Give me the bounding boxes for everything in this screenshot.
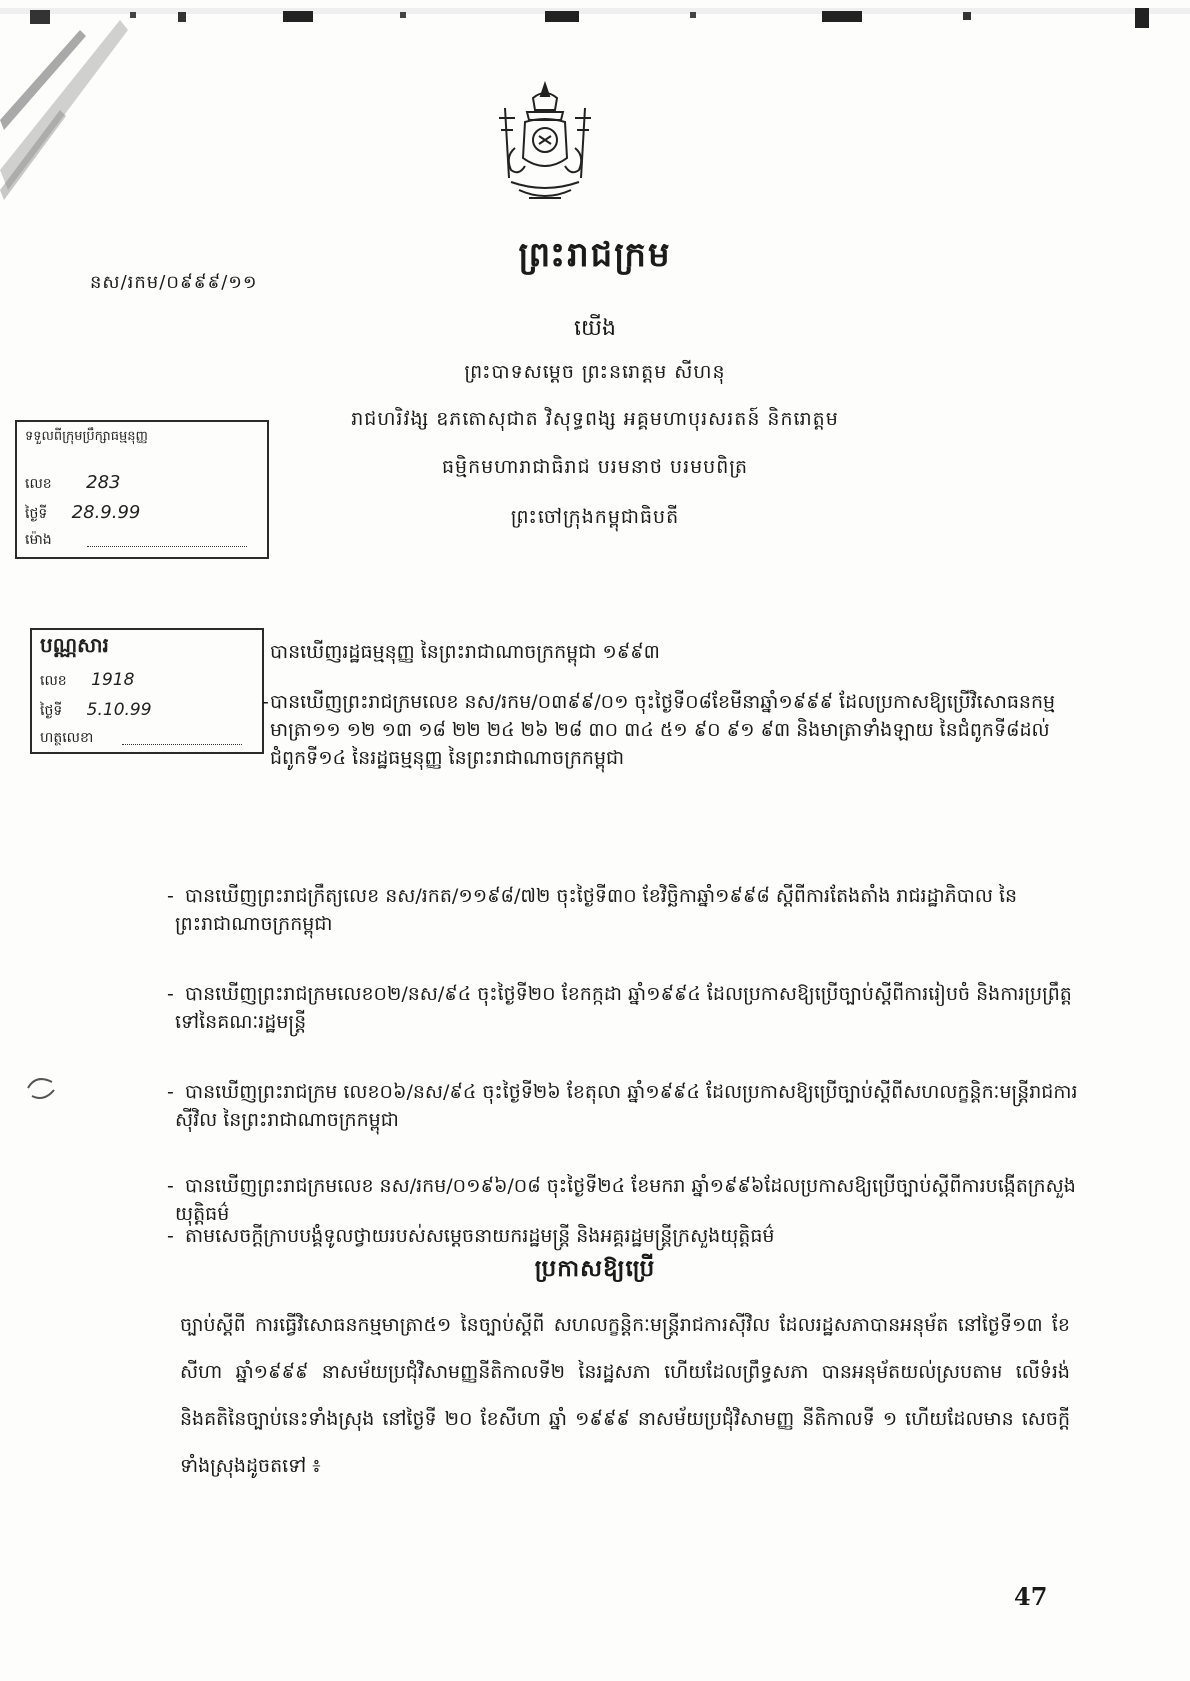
visa-item-7 xyxy=(167,1222,1090,1250)
visa-item-4 xyxy=(167,980,1090,1036)
visa-item-1-text: បានឃើញរដ្ឋធម្មនុញ្ញ នៃព្រះរាជាណាចក្រកម្ពុជា ១៩៩៣ xyxy=(270,641,660,663)
received-stamp-time-label: ម៉ោង xyxy=(25,532,52,548)
honorific-line-3: ធម្មិកមហារាជាធិរាជ បរមនាថ បរមបពិត្រ xyxy=(441,456,749,478)
we-heading: យើង xyxy=(574,316,616,341)
archive-stamp-number-label: លេខ xyxy=(40,673,67,689)
visa-item-2 xyxy=(262,688,1085,772)
received-stamp-number: 283 xyxy=(86,472,121,493)
visa-item-3 xyxy=(167,882,1090,938)
document-title: ព្រះរាជក្រម xyxy=(518,235,672,275)
visa-dash: - xyxy=(167,1081,174,1103)
received-stamp xyxy=(15,420,269,559)
scan-corner-artifact xyxy=(0,0,160,220)
decree-heading: ប្រកាសឱ្យប្រើ xyxy=(534,1256,656,1282)
visa-dash: - xyxy=(167,983,174,1005)
visa-item-1 xyxy=(270,638,1085,666)
visa-item-5 xyxy=(167,1078,1090,1134)
decree-body-paragraph: ច្បាប់ស្តីពី ការធ្វើវិសោធនកម្មមាត្រា៥១ នៃច្បាប់ស្តីពី សហលក្ខន្តិកៈមន្ត្រីរាជការស៊ីវិល ដែលរដ្ឋសភាបានអនុម័ត នៅថ្ងៃទី១៣ ខែសីហា ឆ្នាំ១៩៩៩ នាសម័យប្រជុំវិសាមញ្ញនីតិកាលទី២ នៃរដ្ឋសភា ហើយដែលព្រឹទ្ធសភា បានអនុម័តយល់ស្របតាម លើទំរង់និងគតិនៃច្បាប់នេះទាំងស្រុង នៅថ្ងៃទី ២០ ខែសីហា ឆ្នាំ ១៩៩៩ នាសម័យប្រជុំវិសាមញ្ញ នីតិកាលទី ១ ហើយដែលមាន សេចក្តីទាំងស្រុងដូចតទៅ ៖ xyxy=(180,1314,1070,1477)
scan-edge-artifact xyxy=(0,0,1190,40)
honorific-line-4: ព្រះចៅក្រុងកម្ពុជាធិបតី xyxy=(510,506,680,528)
received-stamp-number-label: លេខ xyxy=(25,476,52,492)
visa-dash: - xyxy=(262,691,269,713)
visa-item-4-text: បានឃើញព្រះរាជក្រមលេខ០២/នស/៩៤ ចុះថ្ងៃទី២០ ខែកក្កដា ឆ្នាំ១៩៩៤ ដែលប្រកាសឱ្យប្រើច្បាប់ស្តីពីការរៀបចំ និងការប្រព្រឹត្តទៅនៃគណៈរដ្ឋមន្ត្រី xyxy=(175,983,1072,1033)
honorific-line-1: ព្រះបាទសម្តេច ព្រះនរោត្តម សីហនុ xyxy=(464,361,726,383)
received-stamp-blank-line xyxy=(87,546,247,547)
visa-item-7-text: តាមសេចក្តីក្រាបបង្គំទូលថ្វាយរបស់សម្តេចនាយករដ្ឋមន្ត្រី និងអគ្គរដ្ឋមន្ត្រីក្រសួងយុត្តិធម៌ xyxy=(185,1225,775,1247)
received-stamp-heading: ទទួលពីក្រុមប្រឹក្សាធម្មនុញ្ញ xyxy=(25,429,148,444)
received-stamp-date-label: ថ្ងៃទី xyxy=(25,506,48,522)
page-number: 47 xyxy=(1014,1582,1048,1611)
visa-dash: - xyxy=(167,885,174,907)
visa-dash: - xyxy=(167,1175,174,1197)
visa-item-2-text: បានឃើញព្រះរាជក្រមលេខ នស/រកម/០៣៩៩/០១ ចុះថ្ងៃទី០៨ខែមីនាឆ្នាំ១៩៩៩ ដែលប្រកាសឱ្យប្រើវិសោធនកម្មមាត្រា១១ ១២ ១៣ ១៨ ២២ ២៤ ២៦ ២៨ ៣០ ៣៤ ៥១ ៩០ ៩១ ៩៣ និងមាត្រាទាំងឡាយ នៃជំពូកទី៨ដល់ជំពូកទី១៤ នៃរដ្ឋធម្មនុញ្ញ នៃព្រះរាជាណាចក្រកម្ពុជា xyxy=(270,691,1056,769)
scan-mark-artifact xyxy=(22,1068,62,1108)
visa-dash: - xyxy=(167,1225,174,1247)
visa-item-3-text: បានឃើញព្រះរាជក្រឹត្យលេខ នស/រកត/១១៩៨/៧២ ចុះថ្ងៃទី៣០ ខែវិច្ឆិកាឆ្នាំ១៩៩៨ ស្តីពីការតែងតាំង រាជរដ្ឋាភិបាល នៃព្រះរាជាណាចក្រកម្ពុជា xyxy=(175,885,1018,935)
archive-stamp-blank-line xyxy=(122,744,242,745)
document-number: នស/រកម/០៩៩៩/១១ xyxy=(90,272,258,293)
archive-stamp xyxy=(30,628,264,754)
visa-item-6-text: បានឃើញព្រះរាជក្រមលេខ នស/រកម/០១៩៦/០៨ ចុះថ្ងៃទី២៤ ខែមករា ឆ្នាំ១៩៩៦ដែលប្រកាសឱ្យប្រើច្បាប់ស្តីពីការបង្កើតក្រសួងយុត្តិធម៌ xyxy=(175,1175,1076,1225)
archive-stamp-number: 1918 xyxy=(91,670,135,690)
visa-item-6 xyxy=(167,1172,1090,1228)
archive-stamp-heading: បណ្ណសារ xyxy=(40,633,109,657)
archive-stamp-date: 5.10.99 xyxy=(86,700,152,720)
archive-stamp-date-label: ថ្ងៃទី xyxy=(40,703,63,719)
royal-arms-emblem-icon xyxy=(475,78,615,208)
visa-item-5-text: បានឃើញព្រះរាជក្រម លេខ០៦/នស/៩៤ ចុះថ្ងៃទី២៦ ខែតុលា ឆ្នាំ១៩៩៤ ដែលប្រកាសឱ្យប្រើច្បាប់ស្តីពីសហលក្ខន្តិកៈមន្ត្រីរាជការស៊ីវិល នៃព្រះរាជាណាចក្រកម្ពុជា xyxy=(175,1081,1078,1131)
received-stamp-date: 28.9.99 xyxy=(71,502,141,523)
honorific-line-2: រាជហរិវង្ស ឧភតោសុជាត វិសុទ្ធពង្ស អគ្គមហាបុរសរតន៍ និករោត្តម xyxy=(351,408,839,430)
archive-stamp-signature-label: ហត្ថលេខា xyxy=(40,730,94,746)
